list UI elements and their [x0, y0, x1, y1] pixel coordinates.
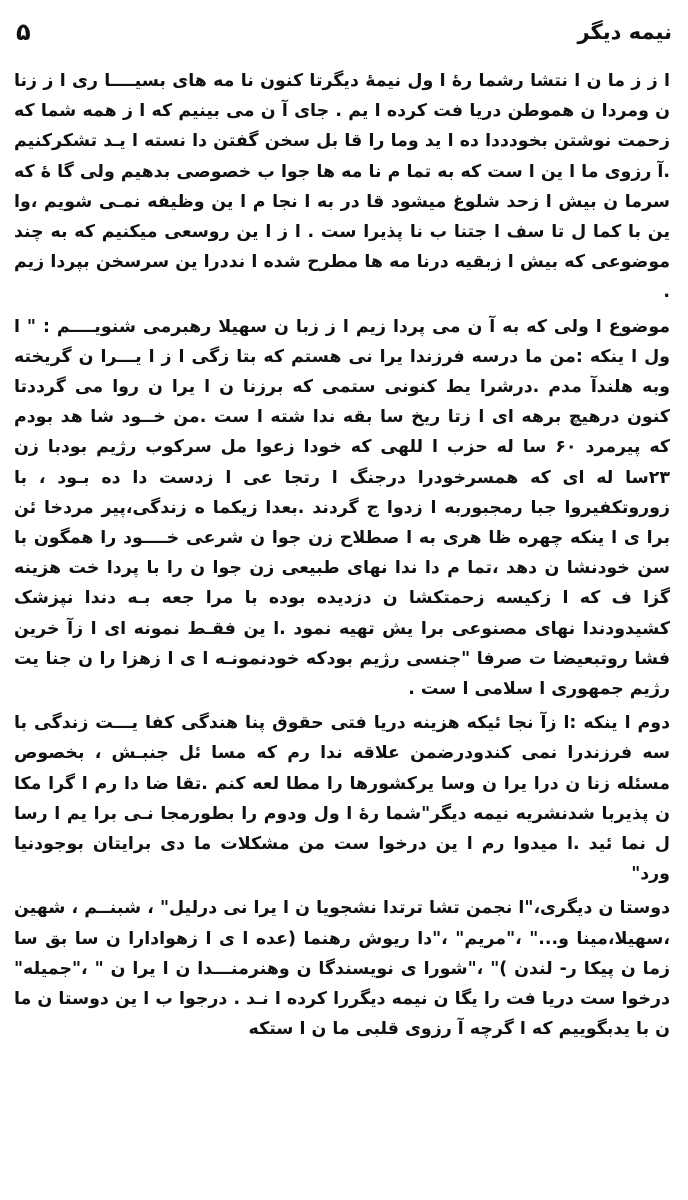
page-number: ۵: [16, 18, 31, 46]
page-header: [16, 14, 672, 50]
paragraph-intro: ا ز ز ما ن ا نتشا رشما رهٔ ا ول نیمهٔ دیگرتا کنون نا مه های بسیــــا ری ا ز زنا ن ومردا ن هموطن دریا فت کرده ا یم . جای آ ن می بینیم که ا ز همه شما که زحمت نوشتن بخودددا ده ا ید وما را قا بل سخن گفتن دا نسته ا یـد تشکرکنیم .آ رزوی ما ا ین ا ست که به تما م نا مه ها جوا ب خصوصی بدهیم ولی گا هٔ که سرما ن بیش ا زحد شلوغ میشود قا در به ا نجا م ا ین وظیفه نمـی شویم ،وا ین با کما ل تا سف ا جتنا ب نا پذیرا ست . ا ز ا ین روسعی میکنیم که به چند موضوعی که بیش ا زبقیه درنا مه ها مطرح شده ا نددرا ین سرسخن بپردا زیم .: [14, 71, 670, 303]
paragraph-other-friends: دوستا ن دیگری،"ا نجمن تشا ترتدا نشجویا ن ا یرا نی درلیل" ، شبنــم ، شهین ،سهیلا،مینا و..." ،"مریم" ،"دا ریوش رهنما (عده ا ی ا زهوادارا ن سا بق سا زما ن پیکا ر- لندن )" ،"شورا ی نویسندگا ن وهنرمنـــدا ن ا یرا ن " ،"جمیله" درخوا ست دریا فت را یگا ن نیمه دیگررا کرده ا نـد . درجوا ب ا ین دوستا ن ما ن با یدبگوییم که ا گرچه آ رزوی قلبی ما ن ا ستکه: [14, 898, 670, 1040]
running-title: نیمه دیگر: [577, 20, 672, 44]
paragraph-second-point: دوم ا ینکه :ا زآ نجا ئیکه هزینه دریا فتی حقوق پنا هندگی کفا یـــت زندگی با سه فرزندرا نمی کندودرضمن علاقه ندا رم که مسا ئل جنبـش ، بخصوص مسئله زنا ن درا یرا ن وسا یرکشورها را مطا لعه کنم .تقا ضا دا رم ا گرا مکا ن پذیربا شدنشریه نیمه دیگر"شما رهٔ ا ول ودوم را بطورمجا نـی برا یم ا رسا ل نما ئید .ا میدوا رم ا ین درخوا ست من مشکلات ما دی برایتان بوجودنیا ورد": [14, 713, 670, 885]
paragraph-first-topic: موضوع ا ولی که به آ ن می پردا زیم ا ز زبا ن سهیلا رهبرمی شنویــــم : " ا ول ا ینکه :من ما درسه فرزندا یرا نی هستم که بتا زگی ا ز ا یـــرا ن گریخته وبه هلندآ مدم .درشرا یط کنونی ستمی که برزنا ن ا یرا ن روا می گرددتا کنون درهیچ برهه ای ا زتا ریخ سا بقه ندا شته ا ست .من خــود شا هد بودم که پیرمرد ۶۰ سا له حزب ا للهی که خودا زعوا مل سرکوب رژیم بودبا زن ۲۳سا له ای که همسرخودرا درجنگ ا رتجا عی ا زدست دا ده بـود ، با زوروتکفیروا جبا رمجبوربه ا زدوا ج گردند .بعدا زیکما ه زندگی،پیر مردخا ئن برا ی ا ینکه چهره ظا هری به ا صطلاح زن جوا ن شرعی خــــود را همگون با سن خودنشا ن دهد ،تما م دا ندا نهای طبیعی زن جوا ن را با پردا خت هزینه گزا ف که ا زکیسه زحمتکشا ن دزدیده بوده با مرا جعه بـه دندا نپزشک کشیدودندا نهای مصنوعی برا یش تهیه نمود .ا ین فقـط نمونه ای ا زآ خرین فشا روتبعیضا ت صرفا "جنسی رژیم بودکه خودنمونـه ا ی ا زهزا را ن جنا یت رژیم جمهوری ا سلامی ا ست .: [14, 316, 671, 700]
article-body: [14, 66, 670, 1049]
